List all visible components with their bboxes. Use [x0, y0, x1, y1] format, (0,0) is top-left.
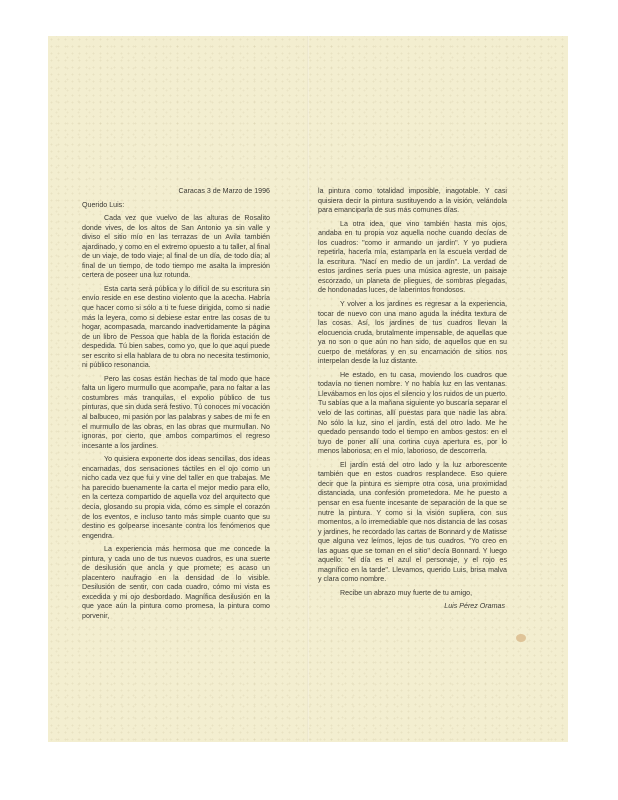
paragraph: la pintura como totalidad imposible, inagotable. Y casi quisiera decir la pintura sustituyendo a la visión, velándola para emanciparla de sus más comunes días.: [318, 187, 507, 215]
salutation: Querido Luis:: [82, 200, 125, 209]
paragraph: Esta carta será pública y lo difícil de su escritura sin envío reside en ese destino violento que la acecha. Habría que hacer como si sólo a ti te fuese dirigida, como si nadie más la leyera, como si debiese estar entre las cosas de tu hogar, acompasada, marcando inadvertidamente la página de un libro de Pessoa que habla de la florida estación de despedida. Tú bien sabes, como yo, que lo que aquí puede ser escrito si ella hablara de tu obra no necesita testimonio, ni público resonancia.: [82, 284, 270, 370]
paragraph: Y volver a los jardines es regresar a la experiencia, tocar de nuevo con una mano aguda la inédita textura de las cosas. Así, los jardines de tus cuadros llevan la elocuencia cruda, brutalmente impensable, de aquellas que ya no son o que aún no han sido, de aquellos que en su cuerpo de metáforas y en su encarnación de sitios nos interpelan desde la luz distante.: [318, 300, 507, 366]
left-column: [82, 187, 270, 626]
paragraph: Cada vez que vuelvo de las alturas de Rosalito donde vives, de los altos de San Antonio ya sin valle y diviso el sitio mío en las terrazas de un Avila también ajardinado, y como en el extremo opuesto a tu taller, al final de un viaje, de todo viaje; al final de un día, de todo día; al final de un tiempo, de todo tiempo me asalta la impresión certera de poseer una luz rotunda.: [82, 214, 270, 280]
closing: Recibe un abrazo muy fuerte de tu amigo,: [340, 588, 473, 597]
paragraph: La otra idea, que vino también hasta mis ojos, andaba en tu propia voz aquella noche cuando decías de los cuadros: "como ir armando un jardín". Y yo pudiera repetirla, hacerla mía, estamparla en la escuela verdad de la escritura. "Nací en medio de un jardín". La verdad de estos jardines sería pues una música agreste, un paisaje escorzado, un planeta de pliegues, de sombras plegadas, de hondonadas luces, de laberintos frondosos.: [318, 219, 507, 295]
right-column: [318, 187, 507, 616]
paragraph: La experiencia más hermosa que me concede la pintura, y cada uno de tus nuevos cuadros, es una suerte de desilusión que ancla y que promete; es acaso un placentero naufragio en la densidad de lo visible. Desilusión de sentir, con cada cuadro, cómo mi vista es excedida y mi ojo desbordado. Magnífica desilusión en la que yace aún la pintura como promesa, la pintura como porvenir,: [82, 545, 270, 620]
paragraph: Pero las cosas están hechas de tal modo que hace falta un ligero murmullo que acompañe, para no faltar a las costumbres más tranquilas, el expolio público de tus pinturas, que sin duda será festivo. Tú conoces mi vocación al balbuceo, mi pasión por las palabras y sabes de mi fe en el murmullo de las obras, en las obras que murmullan. No ignoras, por cierto, que ambos compartimos el regreso incesante a los jardines.: [82, 374, 270, 450]
paragraph: El jardín está del otro lado y la luz arborescente también que en estos cuadros resplandece. Eso quiere decir que la pintura es siempre otra cosa, una proximidad distanciada, una confesión prometedora. Me he puesto a pensar en esa fuente incesante de separación de la que se nutre la pintura. Y como si la visión supliera, con sus momentos, a lo irremediable que nos distancia de las cosas y jardines, he recordado las cartas de Bonnard y de Matisse que alguna vez leímos, lejos de tus cuadros. "Yo creo en las aguas que se toman en el sitio" decía Bonnard. Y luego aquello: "el día es el azul el personaje, y el rojo es magnífico en la tarde". Llevamos, querido Luis, brisa malva y clara como nombre.: [318, 460, 507, 584]
signature: Luis Pérez Oramas: [444, 602, 505, 611]
paragraph: He estado, en tu casa, moviendo los cuadros que todavía no tienen nombre. Y no había luz en las ventanas. Llevábamos en los ojos el silencio y los ruidos de un puerto. Tu sabías que a la mañana siguiente yo buscaría separar el velo de las cortinas, allí puestas para que nadie las abra. No sólo la luz, sino el jardín, está del otro lado. Me he quedado pensando todo el tiempo en ambos gestos: en el tuyo de poner allí una cortina cuya apertura es, por lo menos laboriosa; en el mío, laborioso, de descorrerla.: [318, 370, 507, 456]
letter-page: [48, 36, 568, 742]
dateline: Caracas 3 de Marzo de 1996: [178, 187, 270, 195]
paper-stain: [516, 634, 526, 642]
page-fold: [307, 36, 309, 742]
paragraph: Yo quisiera exponerte dos ideas sencillas, dos ideas encarnadas, dos sensaciones táctiles en el ojo como un nicho cada vez que fui y vine del taller en que trabajas. Me ha parecido buenamente la carta el mejor medio para ello, en la certeza compartido de aquella voz del arquitecto que decía, glosando su propia vida, cómo es simple el corazón de los eventos, e incluso tanto más simple cuanto que su destino es golpearse incesante contra los fenómenos que engendra.: [82, 455, 270, 540]
